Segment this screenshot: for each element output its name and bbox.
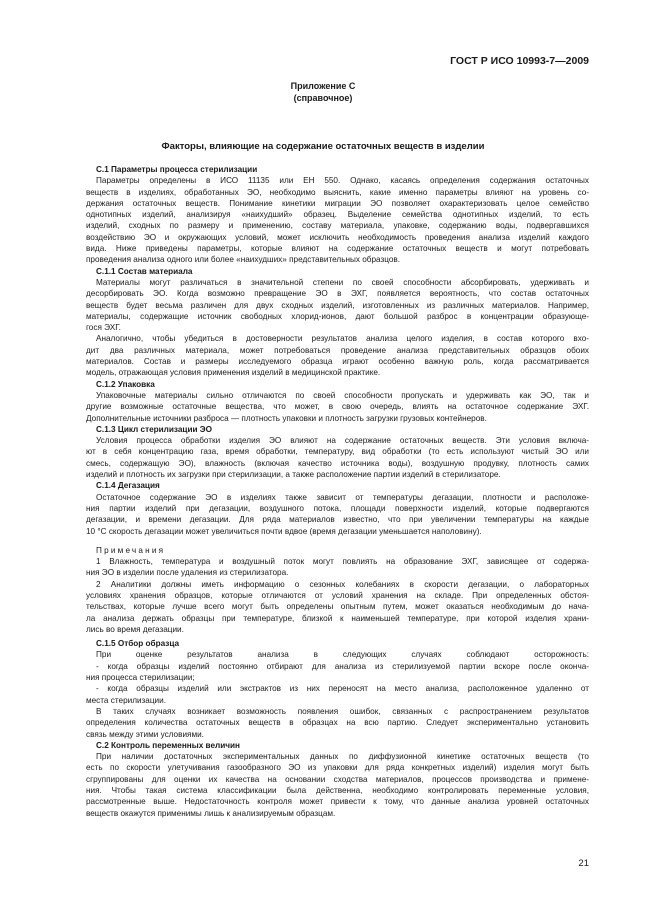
body-line: веществ в изделиях, обработанных ЭО, необходимо выяснить, какие именно параметры влияют на уровень со- (86, 187, 589, 197)
appendix-heading (0, 80, 646, 104)
body-line: тельствах, которые лучше всего могут быть определены опытным путем, может оказаться необходимым до нача- (86, 602, 589, 612)
body-line: держания остаточных веществ. Понимание кинетики миграции ЭО позволяет охарактеризовать целое семейство (86, 198, 589, 208)
body-line: проведения анализа одного или более «наихудших» представительных образцов. (86, 255, 401, 265)
body-line: сгруппированы для оценки их качества на основании сходства материалов, процессов производства и примене- (86, 774, 589, 784)
body-line: модель, отражающая условия применения изделий в медицинской практике. (86, 368, 381, 378)
body-line: воздействию ЭО и окружающих условий, может исключить необходимость проведения анализа изделий каждого (86, 232, 589, 242)
body-line: ния процесса стерилизации; (86, 673, 195, 683)
appendix-subtitle: (справочное) (293, 93, 353, 103)
body-line: условиях хранения образцов, которые отличаются от условий хранения на складе. При определенных обстоя- (86, 590, 589, 600)
body-line: Дополнительные источники разброса — плотность упаковки и плотность загрузки грузовых контейнеров. (86, 413, 487, 423)
body-line: изделий, сходных по размеру и применению, составу материала, упаковке, содержанию воды, подвергавшихся (86, 221, 589, 231)
body-line: вида. Ниже приведены параметры, которые влияют на содержание остаточных веществ и могут потребовать (86, 244, 589, 254)
body-line: лись во время дегазации. (86, 624, 184, 634)
body-line: десорбировать ЭО. Когда возможно превращение ЭО в ЭХГ, появляется вероятность, что состав остаточных (86, 289, 589, 299)
body-line: Условия процесса обработки изделия ЭО влияют на содержание остаточных веществ. Эти условия включа- (96, 436, 589, 446)
body-line: При наличии достаточных экспериментальных данных по диффузионной кинетике остаточных веществ (то (96, 752, 589, 762)
body-line: ла анализа держать образцы при температуре, близкой к наименьшей температуре, при которой изделия храни- (86, 613, 589, 623)
body-line: 10 °С скорость дегазации может увеличиться почти вдвое (время дегазации уменьшается наполовину). (86, 526, 482, 536)
body-line: 2 Аналитики должны иметь информацию о сезонных колебаниях в скорости дегазации, о лабораторных (96, 579, 589, 589)
section-heading: С.2 Контроль переменных величин (96, 740, 240, 750)
body-line: При оценке результатов анализа в следующих случаях соблюдают осторожность: (96, 650, 589, 660)
body-line: Аналогично, чтобы убедиться в достоверности результатов анализа целого изделия, в состав которого вхо- (96, 334, 589, 344)
section-heading: С.1.2 Упаковка (96, 379, 155, 389)
body-line: ния ЭО в изделии после удаления из стерилизатора. (86, 568, 289, 578)
section-heading: С.1 Параметры процесса стерилизации (96, 165, 258, 174)
page-number: 21 (578, 858, 589, 869)
standard-designation: ГОСТ Р ИСО 10993-7—2009 (450, 55, 589, 67)
body-line: веществ окажутся применимы лишь к анализируемым образцам. (86, 808, 336, 818)
body-line: определения количества остаточных веществ в образцах на всю партию. Следует экспериментально установить (86, 718, 589, 728)
body-line: Материалы могут различаться в значительной степени по своей способности абсорбировать, удерживать и (96, 277, 589, 287)
notes-label: Примечания (96, 545, 166, 555)
body-line: другие возможные остаточные вещества, что может, в свою очередь, влиять на остаточное содержание ЭХГ. (86, 402, 589, 412)
section-heading: С.1.4 Дегазация (96, 481, 160, 491)
body-line: места стерилизации. (86, 695, 166, 705)
document-body (86, 164, 589, 819)
section-heading: С.1.5 Отбор образца (96, 639, 180, 649)
body-line: В таких случаях возникает возможность появления ошибок, связанных с распространением результатов (96, 706, 589, 716)
body-line: Упаковочные материалы сильно отличаются по своей способности пропускать и удерживать как ЭО, так и (96, 390, 589, 400)
body-line: ния партии изделий при дегазации, воздушного потока, площади поверхности изделий, которые подвергаются (86, 503, 589, 513)
body-line: однотипных изделий, анализируя «наихудший» образец. Выделение семейства однотипных изделий, то есть (86, 210, 589, 220)
section-heading: С.1.1 Состав материала (96, 266, 193, 276)
body-line: смесь, содержащую ЭО), влажность (включая качество источника воды), воздушную продувку, плотность самих (86, 458, 589, 468)
body-line: гося ЭХГ. (86, 323, 121, 333)
section-title: Факторы, влияющие на содержание остаточных веществ в изделии (161, 141, 485, 152)
body-line: связь между этими условиями. (86, 729, 204, 739)
section-heading: С.1.3 Цикл стерилизации ЭО (96, 424, 213, 434)
body-line: ния. Чтобы такая система классификации была действенна, необходимо контролировать переменные условия, (86, 786, 589, 796)
body-line: дит два различных материала, может потребоваться проведение анализа представительных образцов обоих (86, 345, 589, 355)
body-line: материалы, содержащие источник свободных хлорид-ионов, дают большой разброс в концентрации образующе- (86, 311, 589, 321)
body-line: рассмотренные выше. Недостаточность контроля может привести к тому, что данные анализа уровней остаточных (86, 797, 589, 807)
body-line: веществ будет весьма различен для двух сходных изделий, изготовленных из различных материалов. Например, (86, 300, 589, 310)
body-line: материалов. Состав и размеры исследуемого образца играют особенно важную роль, когда рассматривается (86, 357, 589, 367)
body-line: Параметры определены в ИСО 11135 или ЕН 550. Однако, касаясь определения содержания остаточных (96, 176, 589, 186)
body-line: 1 Влажность, температура и воздушный поток могут повлиять на образование ЭХГ, зависящее от содержа- (96, 557, 589, 567)
body-line: ют в себя концентрацию газа, время обработки, температуру, вид обработки (то есть используют чистый ЭО или (86, 447, 589, 457)
body-line: Остаточное содержание ЭО в изделиях также зависит от температуры дегазации, плотности и расположе- (96, 492, 589, 502)
body-line: - когда образцы изделий постоянно отбирают для анализа из стерилизуемой партии вскоре после оконча- (96, 661, 589, 671)
body-line: есть по скорости улетучивания газообразного ЭО из упаковки для ряда конкретных изделий) изделия могут быть (86, 763, 589, 773)
body-line: изделий и плотность их загрузки при стерилизации, а также расположение партии изделий в стерилизаторе. (86, 470, 501, 480)
appendix-title: Приложение С (290, 81, 356, 91)
body-line: - когда образцы изделий или экстрактов из них переносят на место анализа, расположенное удаленно от (96, 684, 589, 694)
body-line: дегазации, и времени дегазации. Для ряда материалов известно, что при увеличении температуры на каждые (86, 515, 589, 525)
